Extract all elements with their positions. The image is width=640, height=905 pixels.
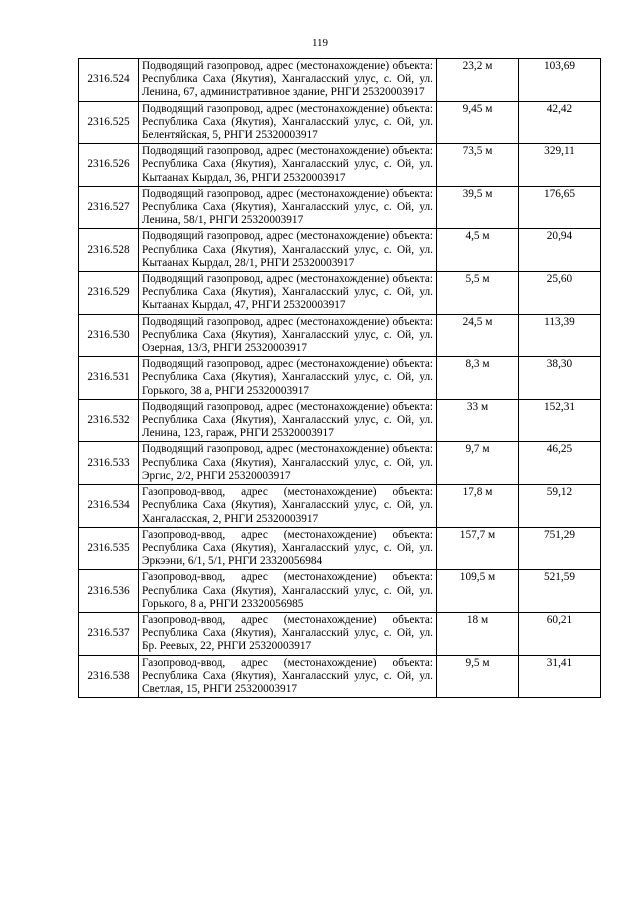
object-description: Подводящий газопровод, адрес (местонахождение) объекта: Республика Саха (Якутия), Хангаласский улус, с. Ой, ул. Озерная, 13/3, РНГИ 25320003917 xyxy=(139,314,437,357)
table-row xyxy=(79,612,601,655)
object-value: 60,21 xyxy=(519,612,601,655)
object-value: 176,65 xyxy=(519,186,601,229)
object-value: 25,60 xyxy=(519,272,601,315)
object-description: Подводящий газопровод, адрес (местонахождение) объекта: Республика Саха (Якутия), Хангаласский улус, с. Ой, ул. Ленина, 123, гараж, РНГИ 25320003917 xyxy=(139,399,437,442)
object-length: 17,8 м xyxy=(437,485,519,528)
object-value: 42,42 xyxy=(519,101,601,144)
table-row xyxy=(79,399,601,442)
row-number: 2316.538 xyxy=(79,655,139,698)
row-number: 2316.525 xyxy=(79,101,139,144)
row-number: 2316.529 xyxy=(79,272,139,315)
row-number: 2316.536 xyxy=(79,570,139,613)
object-description: Газопровод-ввод, адрес (местонахождение) объекта: Республика Саха (Якутия), Хангаласский улус, с. Ой, ул. Горького, 8 а, РНГИ 23320056985 xyxy=(139,570,437,613)
object-description: Подводящий газопровод, адрес (местонахождение) объекта: Республика Саха (Якутия), Хангаласский улус, с. Ой, ул. Эргис, 2/2, РНГИ 25320003917 xyxy=(139,442,437,485)
object-length: 33 м xyxy=(437,399,519,442)
table-row xyxy=(79,186,601,229)
object-length: 73,5 м xyxy=(437,144,519,187)
object-length: 4,5 м xyxy=(437,229,519,272)
object-description: Подводящий газопровод, адрес (местонахождение) объекта: Республика Саха (Якутия), Хангаласский улус, с. Ой, ул. Белентяйская, 5, РНГИ 25320003917 xyxy=(139,101,437,144)
object-length: 157,7 м xyxy=(437,527,519,570)
row-number: 2316.535 xyxy=(79,527,139,570)
object-value: 329,11 xyxy=(519,144,601,187)
row-number: 2316.533 xyxy=(79,442,139,485)
object-length: 8,3 м xyxy=(437,357,519,400)
object-value: 20,94 xyxy=(519,229,601,272)
table-row xyxy=(79,655,601,698)
object-value: 59,12 xyxy=(519,485,601,528)
table-row xyxy=(79,357,601,400)
object-length: 5,5 м xyxy=(437,272,519,315)
row-number: 2316.527 xyxy=(79,186,139,229)
row-number: 2316.528 xyxy=(79,229,139,272)
object-length: 109,5 м xyxy=(437,570,519,613)
object-description: Подводящий газопровод, адрес (местонахождение) объекта: Республика Саха (Якутия), Хангаласский улус, с. Ой, ул. Кытаанах Кырдал, 36, РНГИ 25320003917 xyxy=(139,144,437,187)
table-row xyxy=(79,144,601,187)
row-number: 2316.532 xyxy=(79,399,139,442)
table-row xyxy=(79,272,601,315)
row-number: 2316.531 xyxy=(79,357,139,400)
table-row xyxy=(79,485,601,528)
row-number: 2316.534 xyxy=(79,485,139,528)
object-length: 18 м xyxy=(437,612,519,655)
table-row xyxy=(79,101,601,144)
object-value: 113,39 xyxy=(519,314,601,357)
object-description: Подводящий газопровод, адрес (местонахождение) объекта: Республика Саха (Якутия), Хангаласский улус, с. Ой, ул. Горького, 38 а, РНГИ 25320003917 xyxy=(139,357,437,400)
table-row xyxy=(79,570,601,613)
object-value: 46,25 xyxy=(519,442,601,485)
row-number: 2316.537 xyxy=(79,612,139,655)
table-row xyxy=(79,59,601,102)
object-value: 31,41 xyxy=(519,655,601,698)
table-body xyxy=(79,59,601,698)
object-length: 23,2 м xyxy=(437,59,519,102)
property-registry-table xyxy=(78,58,601,698)
page-number: 119 xyxy=(311,37,329,49)
object-value: 751,29 xyxy=(519,527,601,570)
table-row xyxy=(79,314,601,357)
table-row xyxy=(79,442,601,485)
object-description: Подводящий газопровод, адрес (местонахождение) объекта: Республика Саха (Якутия), Хангаласский улус, с. Ой, ул. Ленина, 67, административное здание, РНГИ 25320003917 xyxy=(139,59,437,102)
row-number: 2316.530 xyxy=(79,314,139,357)
object-description: Газопровод-ввод, адрес (местонахождение) объекта: Республика Саха (Якутия), Хангаласский улус, с. Ой, ул. Эркээни, 6/1, 5/1, РНГИ 23320056984 xyxy=(139,527,437,570)
row-number: 2316.526 xyxy=(79,144,139,187)
object-length: 24,5 м xyxy=(437,314,519,357)
table-row xyxy=(79,229,601,272)
object-length: 9,5 м xyxy=(437,655,519,698)
object-value: 521,59 xyxy=(519,570,601,613)
object-length: 9,7 м xyxy=(437,442,519,485)
object-description: Газопровод-ввод, адрес (местонахождение) объекта: Республика Саха (Якутия), Хангаласский улус, с. Ой, ул. Бр. Реевых, 22, РНГИ 25320003917 xyxy=(139,612,437,655)
object-description: Подводящий газопровод, адрес (местонахождение) объекта: Республика Саха (Якутия), Хангаласский улус, с. Ой, ул. Кытаанах Кырдал, 28/1, РНГИ 25320003917 xyxy=(139,229,437,272)
object-value: 103,69 xyxy=(519,59,601,102)
object-description: Газопровод-ввод, адрес (местонахождение) объекта: Республика Саха (Якутия), Хангаласский улус, с. Ой, ул. Светлая, 15, РНГИ 25320003917 xyxy=(139,655,437,698)
object-length: 9,45 м xyxy=(437,101,519,144)
object-description: Подводящий газопровод, адрес (местонахождение) объекта: Республика Саха (Якутия), Хангаласский улус, с. Ой, ул. Кытаанах Кырдал, 47, РНГИ 25320003917 xyxy=(139,272,437,315)
object-value: 152,31 xyxy=(519,399,601,442)
row-number: 2316.524 xyxy=(79,59,139,102)
object-description: Подводящий газопровод, адрес (местонахождение) объекта: Республика Саха (Якутия), Хангаласский улус, с. Ой, ул. Ленина, 58/1, РНГИ 25320003917 xyxy=(139,186,437,229)
object-length: 39,5 м xyxy=(437,186,519,229)
object-value: 38,30 xyxy=(519,357,601,400)
object-description: Газопровод-ввод, адрес (местонахождение) объекта: Республика Саха (Якутия), Хангаласский улус, с. Ой, ул. Хангаласская, 2, РНГИ 25320003917 xyxy=(139,485,437,528)
table-row xyxy=(79,527,601,570)
